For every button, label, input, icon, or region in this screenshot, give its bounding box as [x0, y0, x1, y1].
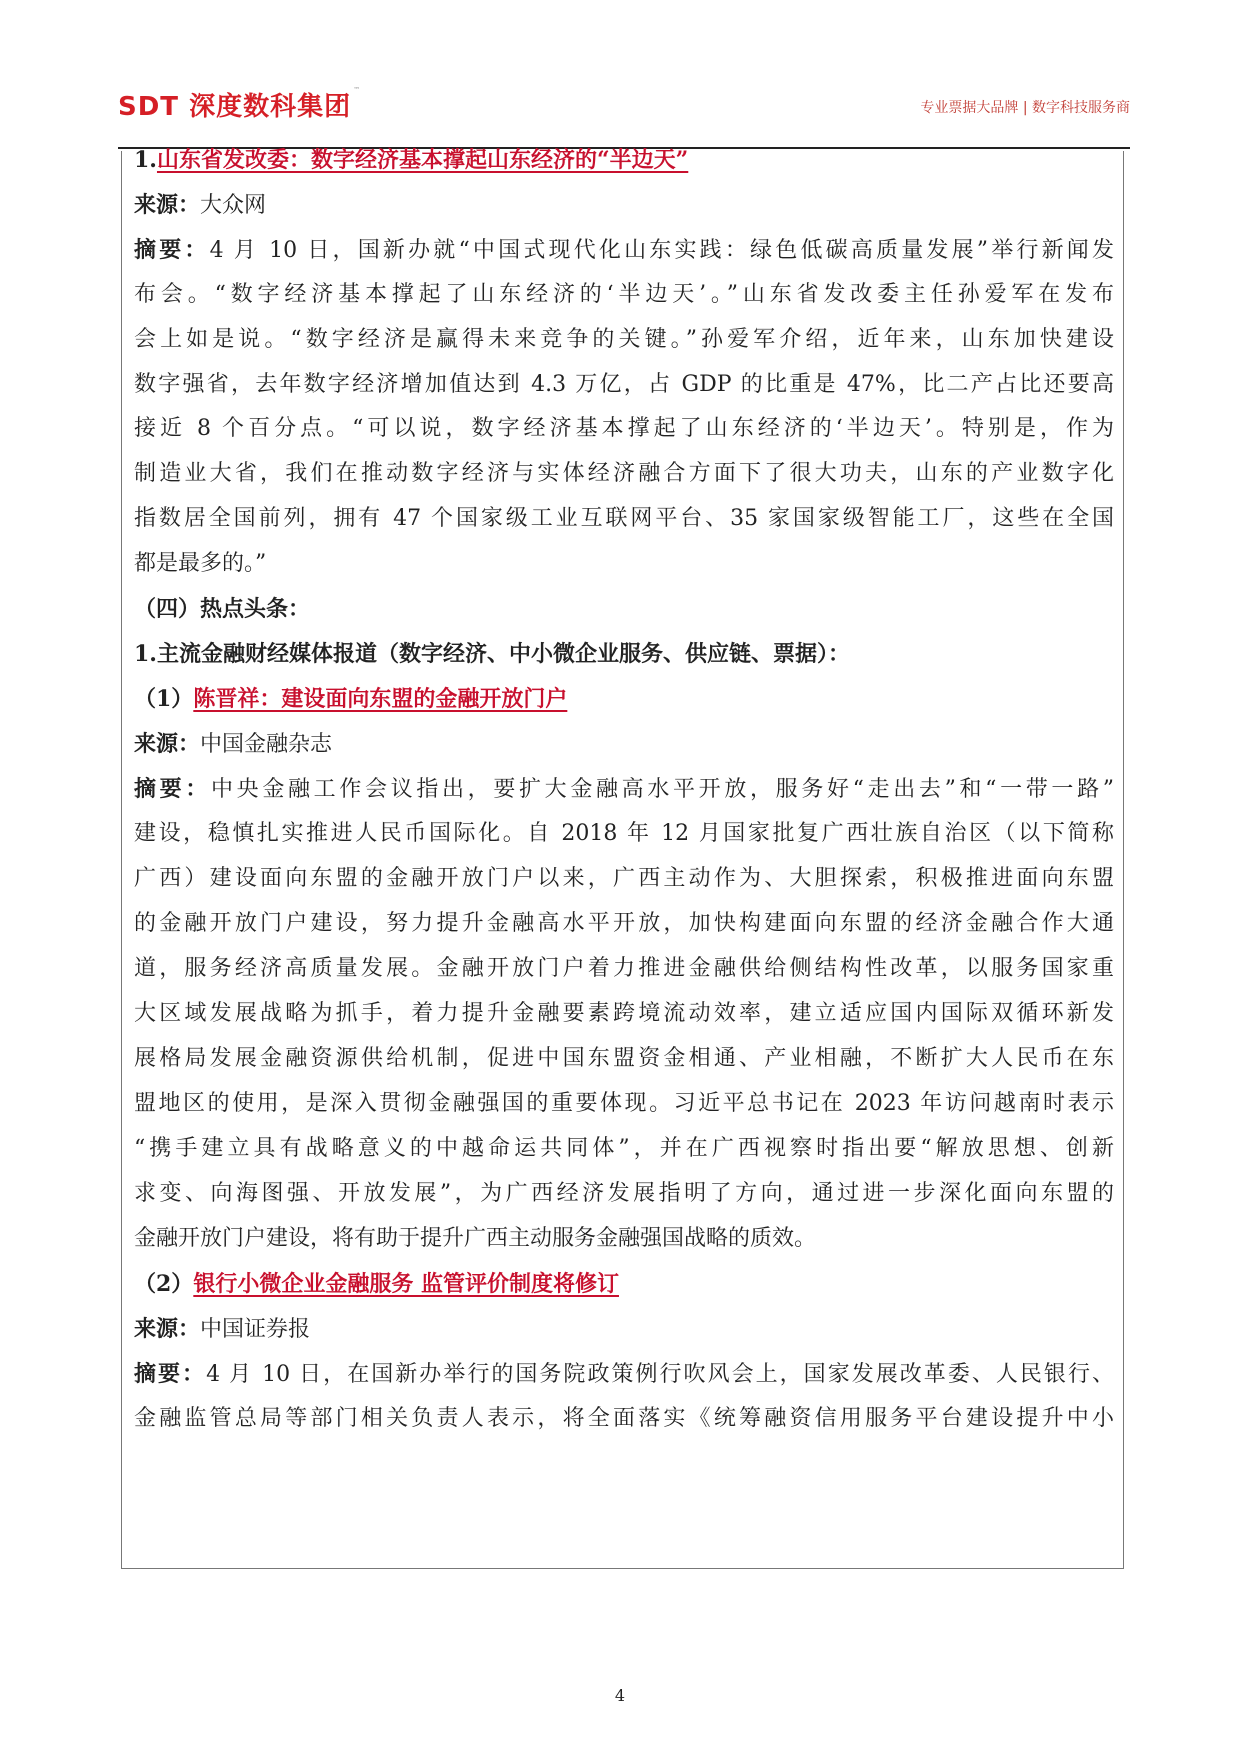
- article-2-summary-line: 广西）建设面向东盟的金融开放门户以来，广西主动作为、大胆探索，积极推进面向东盟: [134, 866, 1114, 891]
- article-1-summary-line: 数字强省，去年数字经济增加值达到 4.3 万亿，占 GDP 的比重是 47%，比二产占比还要高: [134, 372, 1114, 397]
- trademark-mark: ™: [353, 86, 362, 94]
- article-1-summary-line: 制造业大省，我们在推动数字经济与实体经济融合方面下了很大功夫，山东的产业数字化: [134, 461, 1114, 486]
- summary-label: 摘要：: [134, 237, 210, 263]
- article-2-summary-line: 的金融开放门户建设，努力提升金融高水平开放，加快构建面向东盟的经济金融合作大通: [134, 911, 1114, 936]
- section-heading: （四）热点头条：: [134, 596, 311, 622]
- article-2-summary-line: 大区域发展战略为抓手，着力提升金融要素跨境流动效率，建立适应国内国际双循环新发: [134, 1001, 1114, 1026]
- article-3-source: [134, 1314, 1114, 1345]
- article-1-title-link[interactable]: 山东省发改委：数字经济基本撑起山东经济的“半边天”: [156, 147, 689, 173]
- article-1-summary-line: 会上如是说。“数字经济是赢得未来竞争的关键。”孙爱军介绍，近年来，山东加快建设: [134, 327, 1114, 352]
- article-2-summary-line: 盟地区的使用，是深入贯彻金融强国的重要体现。习近平总书记在 2023 年访问越南时表示: [134, 1091, 1114, 1116]
- article-2-summary-line: 摘要：中央金融工作会议指出，要扩大金融高水平开放，服务好“走出去”和“一带一路”: [134, 776, 1114, 802]
- article-2-title: [134, 684, 1114, 715]
- source-label: 来源：: [134, 1316, 201, 1342]
- page-number: 4: [614, 1686, 626, 1705]
- article-3-summary-line: 摘要：4 月 10 日，在国新办举行的国务院政策例行吹风会上，国家发展改革委、人民银行、: [134, 1361, 1114, 1387]
- article-3-summary-line: 金融监管总局等部门相关负责人表示，将全面落实《统筹融资信用服务平台建设提升中小: [134, 1406, 1114, 1431]
- article-1-summary-line: 摘要：4 月 10 日，国新办就“中国式现代化山东实践：绿色低碳高质量发展”举行新闻发: [134, 237, 1114, 263]
- article-1-source: [134, 190, 1114, 221]
- company-logo: [118, 86, 361, 123]
- article-1-summary-line: 指数居全国前列，拥有 47 个国家级工业互联网平台、35 家国家级智能工厂，这些在全国: [134, 506, 1114, 531]
- page-header: [0, 0, 1240, 150]
- article-2-summary-line: 展格局发展金融资源供给机制，促进中国东盟资金相通、产业相融，不断扩大人民币在东: [134, 1046, 1114, 1071]
- article-3-title-link[interactable]: 银行小微企业金融服务 监管评价制度将修订: [193, 1271, 619, 1297]
- article-1-summary-line: 布会。“数字经济基本撑起了山东经济的‘半边天’。”山东省发改委主任孙爱军在发布: [134, 282, 1114, 307]
- summary-label: 摘要：: [134, 1361, 207, 1387]
- article-2-summary-line: 金融开放门户建设，将有助于提升广西主动服务金融强国战略的质效。: [134, 1226, 817, 1251]
- article-1-summary-line: 都是最多的。”: [134, 551, 267, 576]
- source-label: 来源：: [134, 192, 201, 218]
- article-2-number: （1）: [134, 686, 194, 712]
- content-table-cell: [121, 147, 1124, 1569]
- article-2-summary-line: 求变、向海图强、开放发展”，为广西经济发展指明了方向，通过进一步深化面向东盟的: [134, 1181, 1114, 1206]
- header-tagline: 专业票据大品牌 | 数字科技服务商: [920, 100, 1130, 116]
- article-2-summary-line: “携手建立具有战略意义的中越命运共同体”，并在广西视察时指出要“解放思想、创新: [134, 1136, 1114, 1161]
- logo-text: SDT 深度数科集团: [118, 92, 352, 122]
- summary-label: 摘要：: [134, 776, 211, 802]
- article-1-summary-line: 接近 8 个百分点。“可以说，数字经济基本撑起了山东经济的‘半边天’。特别是，作为: [134, 416, 1114, 441]
- source-value: 中国金融杂志: [200, 732, 333, 757]
- article-1-number: 1.: [134, 147, 157, 173]
- article-2-title-link[interactable]: 陈晋祥：建设面向东盟的金融开放门户: [193, 686, 568, 712]
- article-2-summary-line: 道，服务经济高质量发展。金融开放门户着力推进金融供给侧结构性改革，以服务国家重: [134, 956, 1114, 981]
- source-value: 大众网: [200, 193, 267, 218]
- article-3-title: [134, 1269, 1114, 1300]
- source-label: 来源：: [134, 731, 201, 757]
- section-subheading: 1.主流金融财经媒体报道（数字经济、中小微企业服务、供应链、票据）：: [134, 641, 850, 667]
- article-3-number: （2）: [134, 1271, 194, 1297]
- article-1-title: [134, 145, 1114, 176]
- article-2-source: [134, 729, 1114, 760]
- source-value: 中国证券报: [200, 1317, 311, 1342]
- article-2-summary-line: 建设，稳慎扎实推进人民币国际化。自 2018 年 12 月国家批复广西壮族自治区（以下简称: [134, 821, 1114, 846]
